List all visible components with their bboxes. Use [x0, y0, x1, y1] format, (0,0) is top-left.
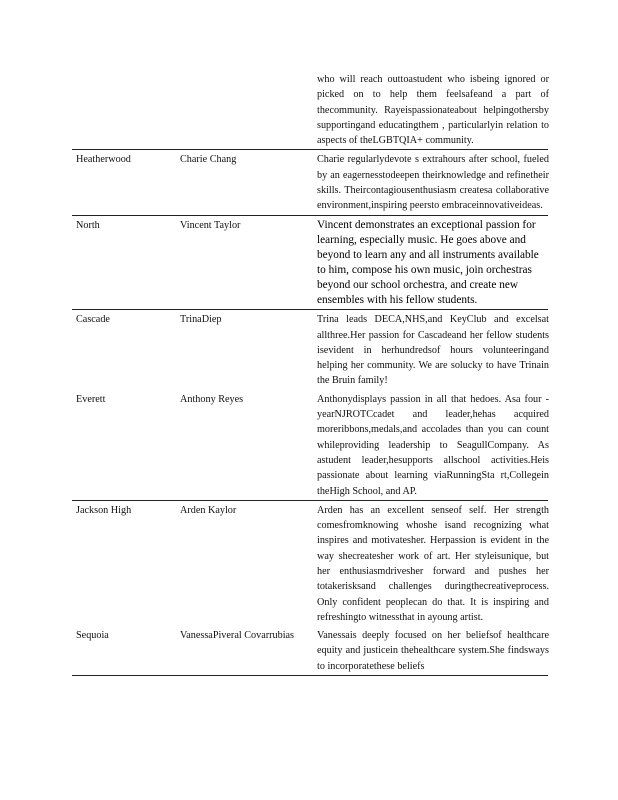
- name-cell: VanessaPiveral Covarrubias: [180, 630, 295, 642]
- table-row: [72, 626, 548, 676]
- table-row: [72, 500, 548, 626]
- school-cell: North: [76, 219, 100, 231]
- description-cell: Vincent demonstrates an exceptional passion for learning, especially music. He goes above and beyond to learn any and all instruments available to him, compose his own music, join orchestras beyond our school orchestra, and create new ensembles with his fellow students.: [317, 218, 539, 307]
- school-cell: Heatherwood: [76, 154, 131, 166]
- table-row: [72, 215, 548, 310]
- description-cell: Anthonydisplays passion in all that hedoes. Asa four -yearNJROTCcadet and leader,hehas acquired moreribbons,medals,and accolades than you can count whileproviding leadership to SeagullCompany. As astudent leader,hesupports allschool activities.Heis passionate about learning viaRunningSta rt,Collegein theHigh School, and AP.: [317, 393, 549, 497]
- nominee-table: [72, 70, 548, 676]
- table-row: [72, 149, 548, 214]
- description-cell: Trina leads DECA,NHS,and KeyClub and excelsat allthree.Her passion for Cascadeand her fellow students isevident in herhundredsof hours volunteeringand helping her community. We are solucky to have Trinain the Bruin family!: [317, 314, 549, 387]
- name-cell: Charie Chang: [180, 154, 237, 166]
- description-cell: Arden has an excellent senseof self. Her strength comesfromknowing whoshe isand recognizing what inspires and motivatesher. Herpassion is evident in the way shecreatesher work of art. Her styleisunique, but her enthusiasmdrivesher forward and pushes her totakerisksand challenges duringthecreativeprocess. Only confident peoplecan do that. It is inspiring and refreshingto witnessthat in ayoung artist.: [317, 504, 549, 623]
- description-cell: Vanessais deeply focused on her beliefsof healthcare equity and justicein thehealthcare system.She findsways to incorporatethese beliefs: [317, 630, 549, 672]
- name-cell: Arden Kaylor: [180, 504, 237, 516]
- school-cell: Everett: [76, 393, 106, 405]
- name-cell: Anthony Reyes: [180, 393, 244, 405]
- name-cell: Vincent Taylor: [180, 219, 241, 231]
- school-cell: Cascade: [76, 314, 110, 326]
- table-row: [72, 390, 548, 500]
- table-row: [72, 70, 548, 149]
- description-cell: who will reach outtoastudent who isbeing ignored or picked on to help them feelsafeand a part of thecommunity. Rayeispassionateabout helpingothersby supportingand educatingthem , particularlyin relation to aspects of theLGBTQIA+ community.: [317, 74, 549, 147]
- description-cell: Charie regularlydevote s extrahours after school, fueled by an eagernesstodeepen theirknowledge and refinetheir skills. Theircontagiousenthusiasm createsa collaborative environment,inspiring peersto embraceinnovativeideas.: [317, 154, 549, 212]
- name-cell: TrinaDiep: [180, 314, 222, 326]
- school-cell: Sequoia: [76, 630, 109, 642]
- school-cell: Jackson High: [76, 504, 132, 516]
- table-row: [72, 309, 548, 389]
